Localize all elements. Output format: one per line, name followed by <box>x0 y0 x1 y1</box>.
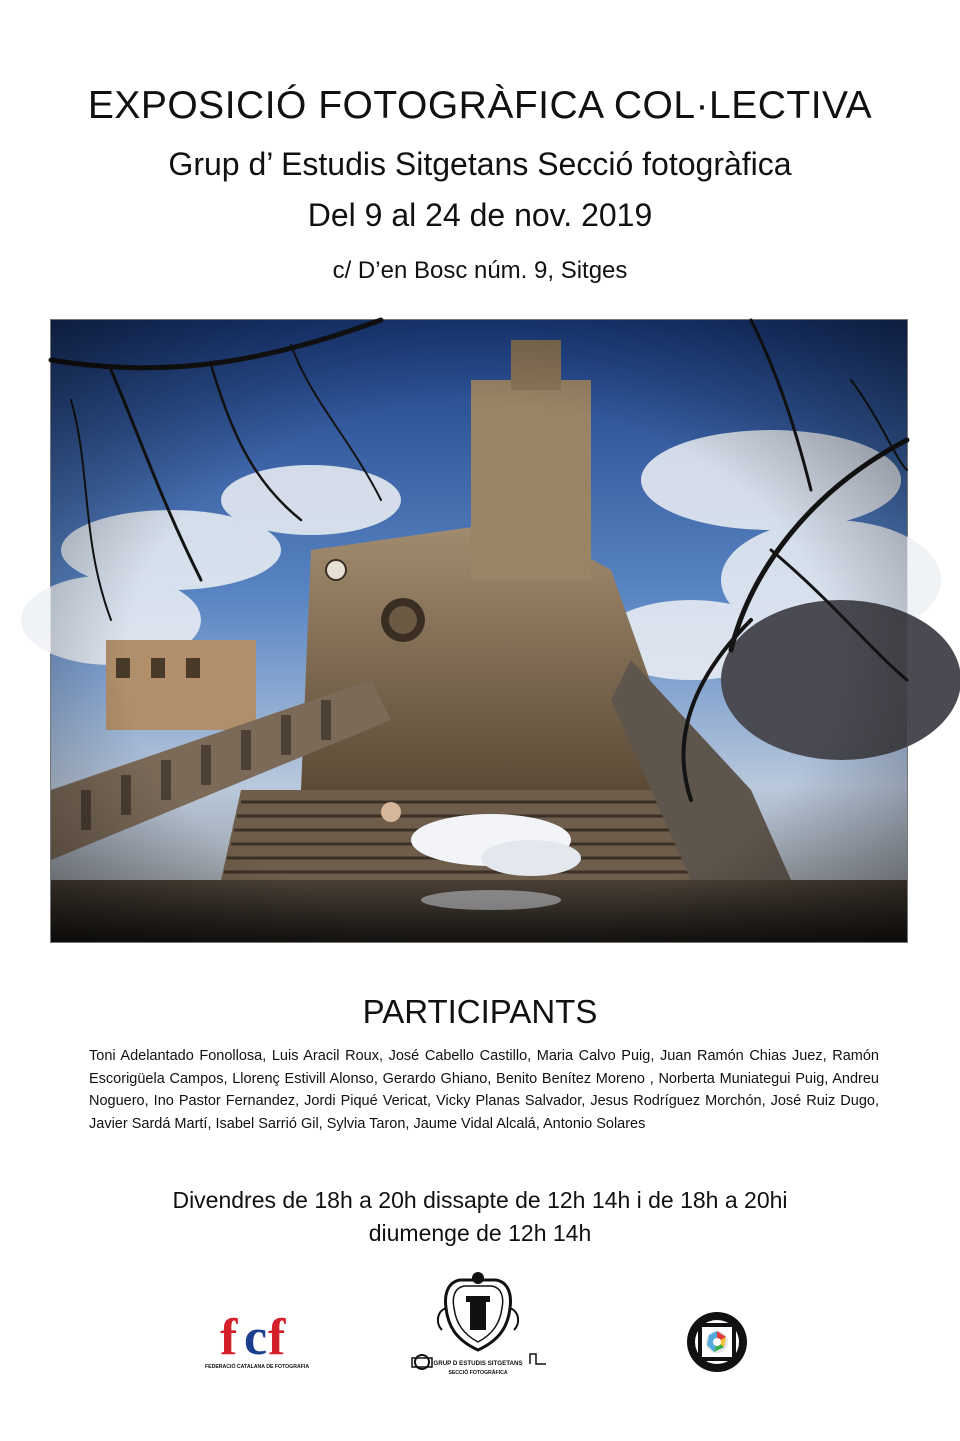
exhibition-dates: Del 9 al 24 de nov. 2019 <box>307 197 653 233</box>
exhibition-address: c/ D’en Bosc núm. 9, Sitges <box>332 257 628 284</box>
fcf-logo <box>204 1308 310 1378</box>
svg-text:f: f <box>220 1309 238 1366</box>
opening-hours-line-1: Divendres de 18h a 20h dissapte de 12h 14h i de 18h a 20hi <box>172 1187 788 1213</box>
opening-hours-line-2: diumenge de 12h 14h <box>368 1220 592 1246</box>
exhibition-title: EXPOSICIÓ FOTOGRÀFICA COL·LECTIVA <box>87 84 873 127</box>
ges-logo-text: GRUP D ESTUDIS SITGETANS <box>433 1360 523 1367</box>
lens-logo <box>684 1309 750 1375</box>
participants-list: Toni Adelantado Fonollosa, Luis Aracil Roux, José Cabello Castillo, Maria Calvo Puig, Juan Ramón Chias Juez, Ramón Escorigüela Campos, Llorenç Estivill Alonso, Gerardo Ghiano, Benito Benítez Moreno , Norberta Muniategui Puig, Andreu Noguero, Ino Pastor Fernandez, Jordi Piqué Vericat, Vicky Planas Salvador, Jesus Rodríguez Morchón, José Ruiz Dugo, Javier Sardá Martí, Isabel Sarrió Gil, Sylvia Taron, Jaume Vidal Alcalá, Antonio Solares <box>89 1048 879 1132</box>
svg-text:f: f <box>268 1309 286 1366</box>
svg-text:c: c <box>244 1309 268 1366</box>
fcf-logo-text: FEDERACIÓ CATALANA DE FOTOGRAFIA <box>204 1364 310 1370</box>
organizer-subtitle: Grup d’ Estudis Sitgetans Secció fotogràfica <box>168 146 792 182</box>
participants-heading: PARTICIPANTS <box>362 993 598 1030</box>
featured-photograph <box>50 319 908 943</box>
ges-seal-logo <box>408 1268 550 1378</box>
ges-logo-section: SECCIÓ FOTOGRÀFICA <box>448 1370 508 1376</box>
